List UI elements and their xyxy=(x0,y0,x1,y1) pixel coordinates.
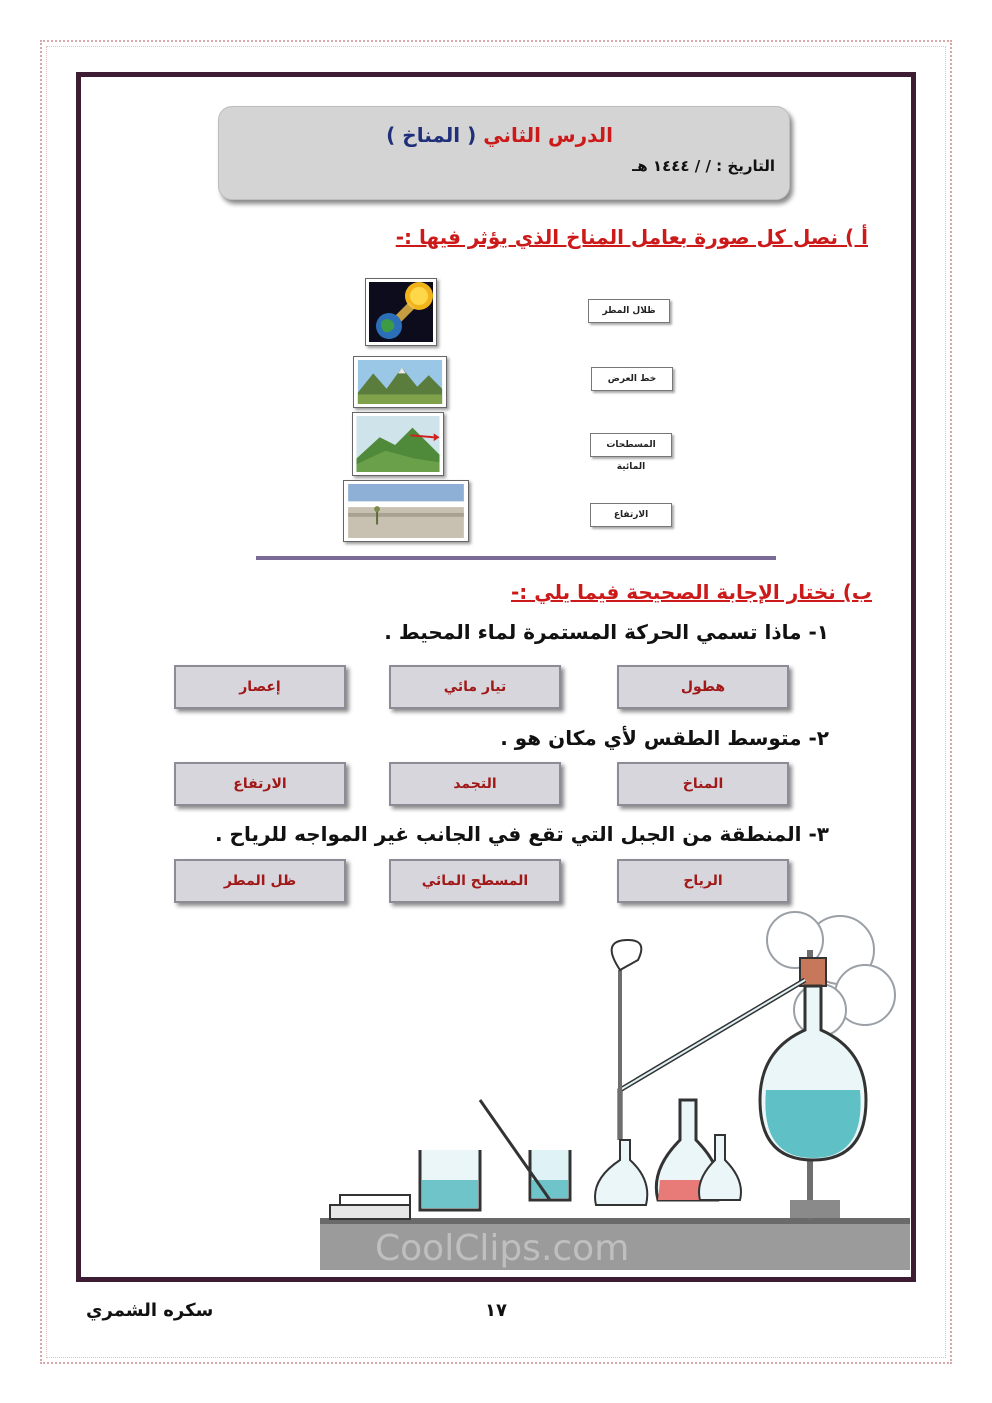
mountains-icon xyxy=(353,356,447,408)
answer-option-q3-b[interactable]: المسطح المائي xyxy=(389,859,561,903)
author-name: سكره الشمري xyxy=(86,1300,214,1321)
lesson-title-number: الدرس الثاني xyxy=(483,123,613,147)
factor-label-elevation: الارتفاع xyxy=(590,503,672,527)
plain-icon xyxy=(343,480,469,542)
section-divider xyxy=(256,556,776,560)
section-b-title: ب) نختار الإجابة الصحيحة فيما يلي :- xyxy=(510,580,872,604)
section-a-title: أ ) نصل كل صورة بعامل المناخ الذي يؤثر فيها :- xyxy=(395,225,868,249)
lab-equipment-illustration xyxy=(320,900,910,1280)
mountain-arrow-icon xyxy=(352,412,444,476)
watermark-text: CoolClips.com xyxy=(375,1228,630,1269)
question-3: ٣- المنطقة من الجبل التي تقع في الجانب غير المواجه للرياح . xyxy=(215,822,829,846)
factor-label-latitude: خط العرض xyxy=(591,367,673,391)
question-2: ٢- متوسط الطقس لأي مكان هو . xyxy=(500,726,829,750)
lesson-title-topic: ( المناخ ) xyxy=(386,123,477,147)
question-1: ١- ماذا تسمي الحركة المستمرة لماء المحيط . xyxy=(384,620,829,644)
factor-label-rain-shadow: ظلال المطر xyxy=(588,299,670,323)
date-line: التاريخ : / / ١٤٤٤ هـ xyxy=(632,157,775,175)
answer-option-q2-b[interactable]: التجمد xyxy=(389,762,561,806)
answer-option-q1-c[interactable]: إعصار xyxy=(174,665,346,709)
lesson-header-card xyxy=(218,106,790,200)
answer-option-q2-a[interactable]: المناخ xyxy=(617,762,789,806)
answer-option-q1-b[interactable]: تيار مائي xyxy=(389,665,561,709)
lesson-title xyxy=(386,123,613,147)
factor-label-water-bodies: المسطحات المائية xyxy=(590,433,672,457)
sun-earth-icon xyxy=(365,278,437,346)
answer-option-q3-a[interactable]: الرياح xyxy=(617,859,789,903)
answer-option-q1-a[interactable]: هطول xyxy=(617,665,789,709)
answer-option-q3-c[interactable]: ظل المطر xyxy=(174,859,346,903)
page-number: ١٧ xyxy=(485,1300,507,1321)
answer-option-q2-c[interactable]: الارتفاع xyxy=(174,762,346,806)
